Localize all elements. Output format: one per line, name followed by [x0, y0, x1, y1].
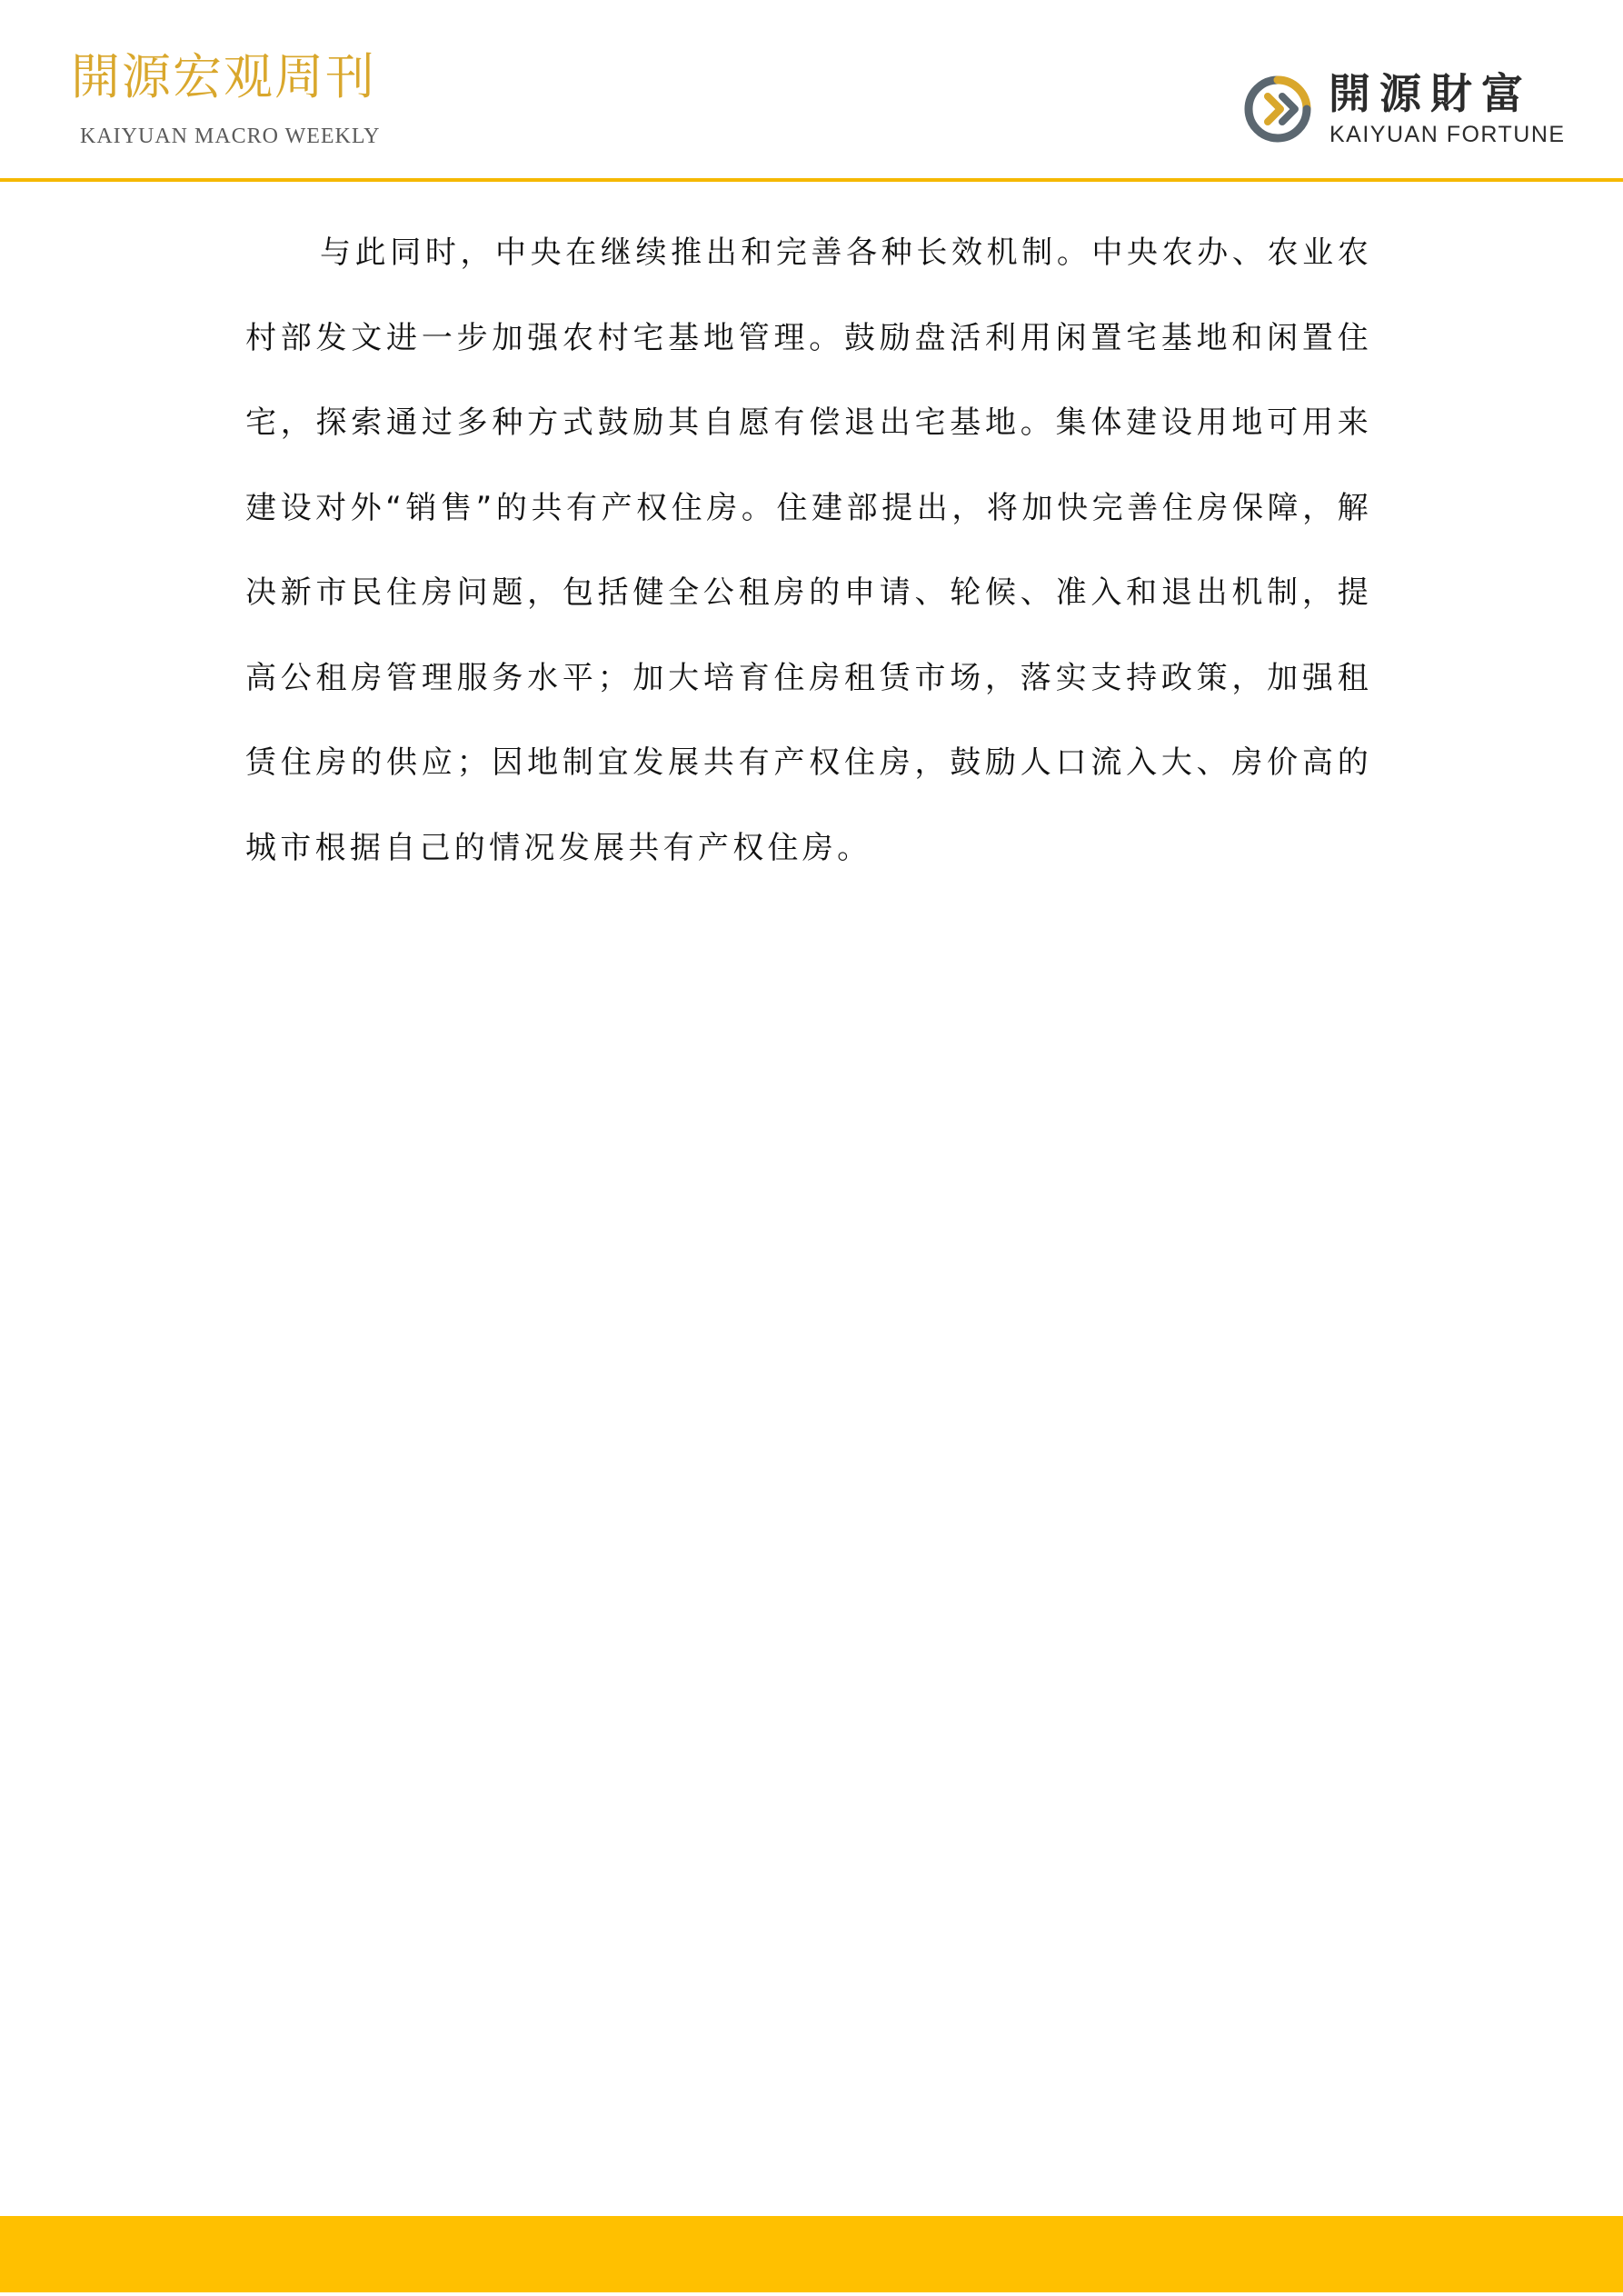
logo-name-chinese: 開源財富: [1329, 69, 1532, 118]
article-body: [245, 211, 1372, 891]
footer-bar: [0, 2216, 1623, 2292]
header-divider: [0, 178, 1623, 182]
body-paragraph: 与此同时，中央在继续推出和完善各种长效机制。中央农办、农业农村部发文进一步加强农村宅基地管理。鼓励盘活利用闲置宅基地和闲置住宅，探索通过多种方式鼓励其自愿有偿退出宅基地。集体建设用地可用来建设对外“销售”的共有产权住房。住建部提出，将加快完善住房保障，解决新市民住房问题，包括健全公租房的申请、轮候、准入和退出机制，提高公租房管理服务水平；加大培育住房租赁市场，落实支持政策，加强租赁住房的供应；因地制宜发展共有产权住房，鼓励人口流入大、房价高的城市根据自己的情况发展共有产权住房。: [245, 235, 1372, 866]
company-logo: [1238, 64, 1565, 155]
page-header: [0, 0, 1623, 182]
kaiyuan-fortune-logo-icon: [1243, 75, 1312, 144]
logo-name-english: KAIYUAN FORTUNE: [1329, 122, 1566, 147]
publication-title: 開源宏观周刊: [71, 48, 376, 105]
publication-subtitle: KAIYUAN MACRO WEEKLY: [80, 125, 381, 148]
